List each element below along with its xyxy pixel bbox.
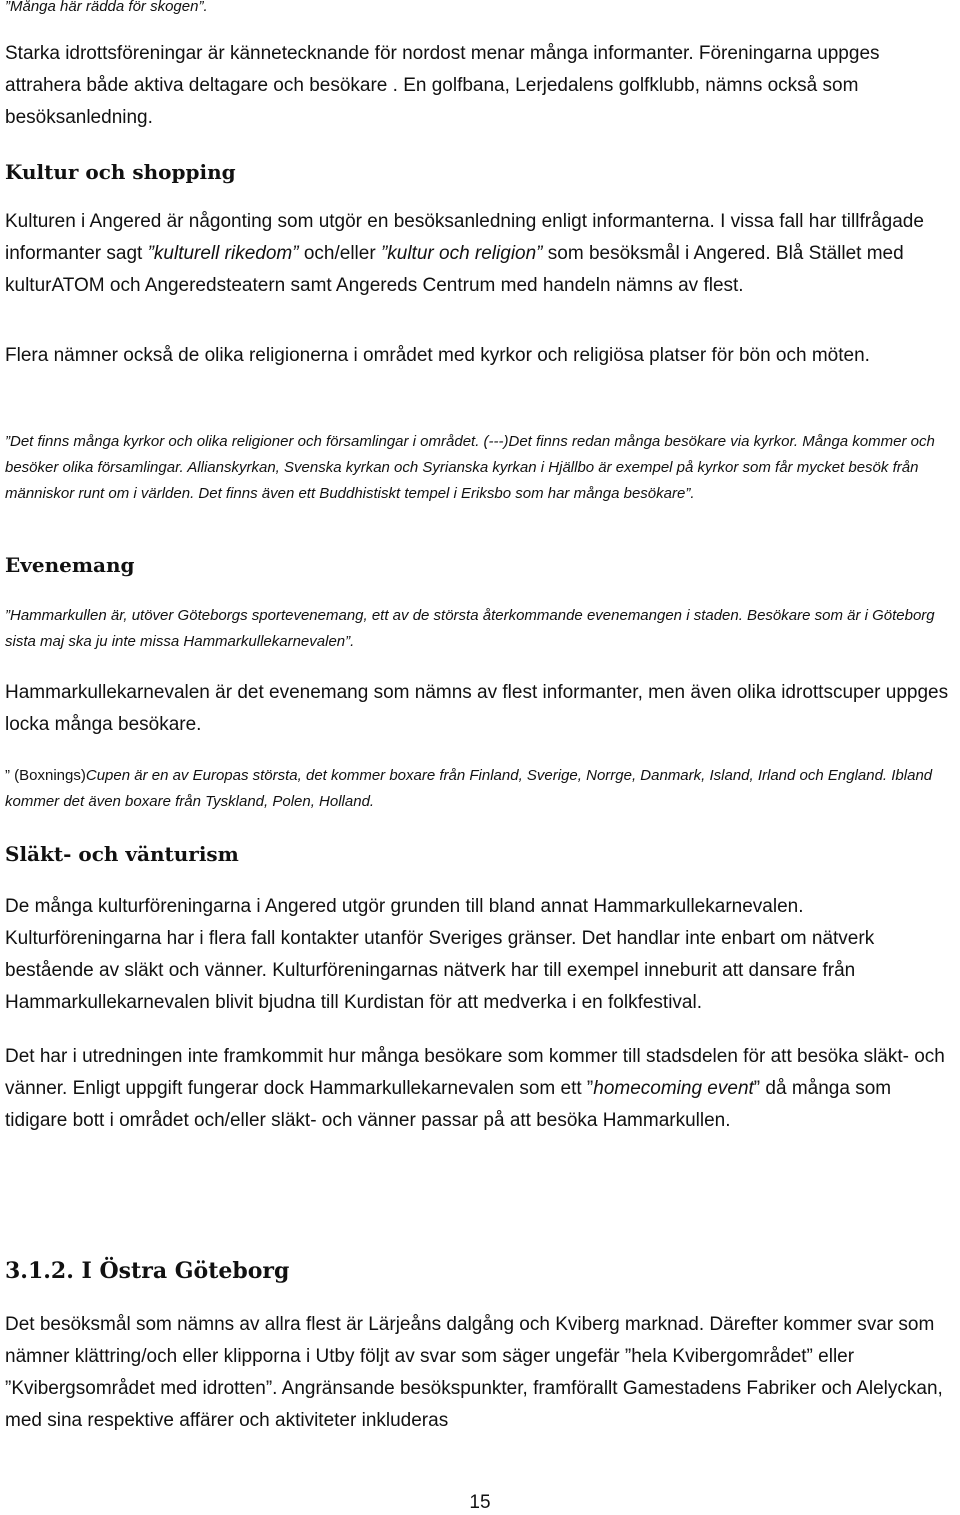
paragraph-karneval: Hammarkullekarnevalen är det evenemang som nämns av flest informanter, men även olika idrottscuper uppges locka många besökare. xyxy=(5,682,949,735)
paragraph-kultur: Kulturen i Angered är någonting som utgör en besöksanledning enligt informanterna. I vissa fall har tillfrågade informanter sagt ”kulturell rikedom” och/eller ”kultur och religion” som besöksmål i Angered. Blå Stället med kulturATOM och Angeredsteatern samt Angereds Centrum med handeln nämns av flest. xyxy=(5,211,924,296)
paragraph-slakt-1: De många kulturföreningarna i Angered utgör grunden till bland annat Hammarkullekarnevalen. Kulturföreningarna har i flera fall kontakter utanför Sveriges gränser. Det handlar inte enbart om nätverk bestående av släkt och vänner. Kulturföreningarnas nätverk har till exempel inneburit att dansare från Hammarkullekarnevalen blivit bjudna till Kurdistan för att medverka i en folkfestival. xyxy=(5,896,875,1013)
heading-slakt: Släkt- och vänturism xyxy=(5,842,239,866)
quote-hammarkullen: ”Hammarkullen är, utöver Göteborgs sportevenemang, ett av de största återkommande evenemangen i staden. Besökare som är i Göteborg sista maj ska ju inte missa Hammarkullekarnevalen”. xyxy=(5,607,935,650)
heading-evenemang: Evenemang xyxy=(5,553,135,577)
paragraph-sports: Starka idrottsföreningar är kännetecknande för nordost menar många informanter. Föreningarna uppges attrahera både aktiva deltagare och besökare . En golfbana, Lerjedalens golfklubb, nämns också som besöksanledning. xyxy=(5,43,880,128)
quote-religion: ”Det finns många kyrkor och olika religioner och församlingar i området. (---)Det finns redan många besökare via kyrkor. Många kommer och besöker olika församlingar. Allianskyrkan, Svenska kyrkan och Syrianska kyrkan i Hjällbo är exempel på kyrkor som får mycket besök från människor runt om i världen. Det finns även ett Buddhistiskt tempel i Eriksbo som har många besökare”. xyxy=(5,433,935,502)
heading-kultur: Kultur och shopping xyxy=(5,160,236,184)
quote-boxning: ” (Boxnings)Cupen är en av Europas största, det kommer boxare från Finland, Sverige, Norrge, Danmark, Island, Irland och England. Ibland kommer det även boxare från Tyskland, Polen, Holland. xyxy=(5,767,933,810)
paragraph-ostra: Det besöksmål som nämns av allra flest är Lärjeåns dalgång och Kviberg marknad. Därefter kommer svar som nämner klättring/och eller klipporna i Utby följt av svar som säger ungefär ”hela Kvibergområdet” eller ”Kvibergsområdet med idrotten”. Angränsande besökspunkter, framförallt Gamestadens Fabriker och Alelyckan, med sina respektive affärer och aktiviteter inkluderas xyxy=(5,1314,943,1431)
heading-ostra-goteborg: 3.1.2. I Östra Göteborg xyxy=(5,1258,290,1284)
page-number: 15 xyxy=(469,1492,491,1513)
paragraph-religion: Flera nämner också de olika religionerna i området med kyrkor och religiösa platser för bön och möten. xyxy=(5,345,870,366)
top-quote: ”Många här rädda för skogen”. xyxy=(5,0,208,15)
paragraph-slakt-2: Det har i utredningen inte framkommit hur många besökare som kommer till stadsdelen för att besöka släkt- och vänner. Enligt uppgift fungerar dock Hammarkullekarnevalen som ett ”homecoming event” då många som tidigare bott i området och/eller släkt- och vänner passar på att besöka Hammarkullen. xyxy=(5,1046,945,1131)
